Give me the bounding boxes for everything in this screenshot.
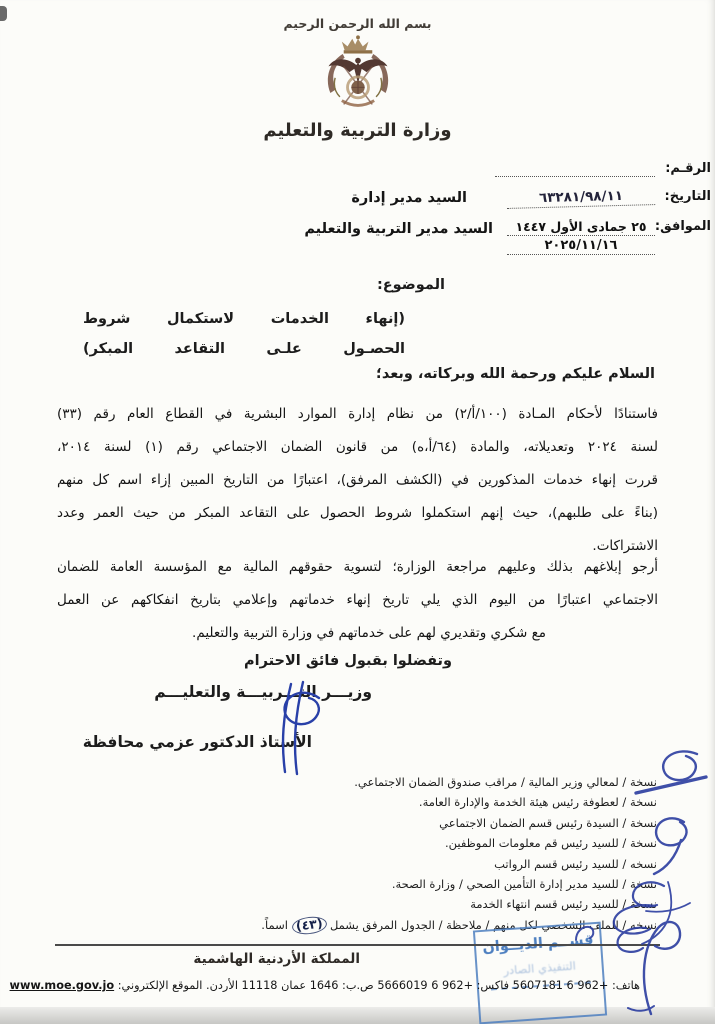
ministry-name-calligraphy: وزارة التربية والتعليم xyxy=(263,120,452,141)
salutation: السلام عليكم ورحمة الله وبركاته، وبعد؛ xyxy=(376,366,655,382)
body-line: فاستنادًا لأحكام المـادة (١٠٠/أ/٢) من نظام إدارة الموارد البشرية في القطاع العام رقم (٣٣) xyxy=(57,406,658,422)
cc-note-suffix: اسماً. xyxy=(261,917,292,932)
cc-list xyxy=(261,772,657,935)
hijri-date: ٢٥ جمادى الأول ١٤٤٧ xyxy=(507,219,655,236)
minister-title: وزيـــر التـــربيـــة والتعليـــم xyxy=(154,683,372,701)
addressee-line-1: السيد مدير إدارة xyxy=(351,190,467,206)
minister-signature-ink xyxy=(227,676,357,778)
body-line: قررت إنهاء خدمات المذكورين في (الكشف المرفق)، اعتبارًا من التاريخ المبين إزاء اسم كل منهم xyxy=(57,472,658,488)
website-url: www.moe.gov.jo xyxy=(9,979,115,992)
subject-line: (إنهاء الخدمات لاستكمال شروط xyxy=(83,311,405,327)
cc-note-prefix: نسخه / للملف الشخصي لكل منهم / ملاحظة / الجدول المرفق يشمل xyxy=(326,917,657,932)
handwritten-count: (٤٣) xyxy=(291,915,328,936)
cc-item: نسخة / للسيد رئيس قسم انتهاء الخدمة xyxy=(470,897,657,912)
basmala-calligraphy: بسم الله الرحمن الرحيم xyxy=(283,16,432,31)
date-label: التاريخ: xyxy=(664,189,711,204)
letterhead xyxy=(0,16,715,141)
minister-name: الأستاذ الدكتور عزمي محافظة xyxy=(82,733,312,751)
subject-line: الحصـول علـى التقاعد المبكر) xyxy=(83,341,405,357)
cc-item: نسخة / للسيد رئيس قم معلومات الموظفين. xyxy=(444,836,657,851)
number-label: الرقـم: xyxy=(665,161,711,176)
contact-text: هاتف: +962 6 5607181 فاكس: +962 6 5666019 ص.ب: 1646 عمان 11118 الأردن. الموقع الإلكتروني: xyxy=(114,979,640,992)
closing-phrase: وتفضلوا بقبول فائق الاحترام xyxy=(244,653,452,669)
body-line: لسنة ٢٠٢٤ وتعديلاته، والمادة (٦٤/أ،ه) من قانون الضمان الاجتماعي رقم (١) لسنة ٢٠١٤، xyxy=(57,439,658,455)
matching-dates xyxy=(507,219,655,257)
emblem-wrap xyxy=(0,31,715,118)
body-paragraph-2 xyxy=(57,551,658,650)
cc-items xyxy=(261,772,657,915)
body-paragraph-1 xyxy=(57,398,658,563)
diwan-stamp xyxy=(473,922,607,1024)
jordan-coat-of-arms-icon xyxy=(314,34,402,114)
kingdom-name: المملكة الأردنية الهاشمية xyxy=(193,951,360,967)
subject-text xyxy=(83,304,405,364)
gregorian-date: ٢٠٢٥/١١/١٦ xyxy=(507,238,655,255)
cc-item: نسخه / للسيد رئيس قسم الرواتب xyxy=(494,856,657,871)
subject-label: الموضوع: xyxy=(376,277,445,293)
addressee-line-2: السيد مدير التربية والتعليم xyxy=(304,221,493,237)
body-line: الاجتماعي اعتبارًا من اليوم الذي يلي تاريخ إنهاء خدماتهم وإعلامي بتاريخ انفكاكهم عن العمل xyxy=(57,592,658,608)
ref-number-row xyxy=(411,161,711,177)
addressee-block xyxy=(304,183,493,245)
cc-item: نسخة / لمعالي وزير المالية / مراقب صندوق الضمان الاجتماعي. xyxy=(354,775,657,789)
scan-edge xyxy=(0,1007,715,1024)
footer-divider xyxy=(55,944,660,946)
body-line: مع شكري وتقديري لهم على خدماتهم في وزارة التربية والتعليم. xyxy=(192,625,546,641)
body-line: الاشتراكات. xyxy=(592,538,658,554)
body-line: (بناءً على طلبهم)، حيث إنهم استكملوا شروط الحصول على التقاعد المبكر من حيث العمر وعدد xyxy=(57,505,658,521)
stamp-line-2: التنفيذي الصادر xyxy=(503,958,577,978)
footer-contact xyxy=(9,979,640,992)
stamp-line-1: قســم الديــوان xyxy=(481,932,594,956)
date-handwritten-value: ٦٣٢٨١/٩٨/١١ xyxy=(507,187,655,209)
matching-label: الموافق: xyxy=(654,219,711,234)
cc-item: نسخة / السيدة رئيس قسم الضمان الاجتماعي xyxy=(439,815,657,830)
cc-item: نسخة / للسيد مدير إدارة التأمين الصحي / وزارة الصحة. xyxy=(391,877,657,892)
cc-item: نسخة / لعطوفة رئيس هيئة الخدمة والإدارة العامة. xyxy=(418,795,657,810)
number-blank-line xyxy=(495,163,655,177)
body-line: أرجو إبلاغهم بذلك وعليهم مراجعة الوزارة؛ لتسوية حقوقهم المالية مع المؤسسة العامة للضمان xyxy=(57,559,658,575)
